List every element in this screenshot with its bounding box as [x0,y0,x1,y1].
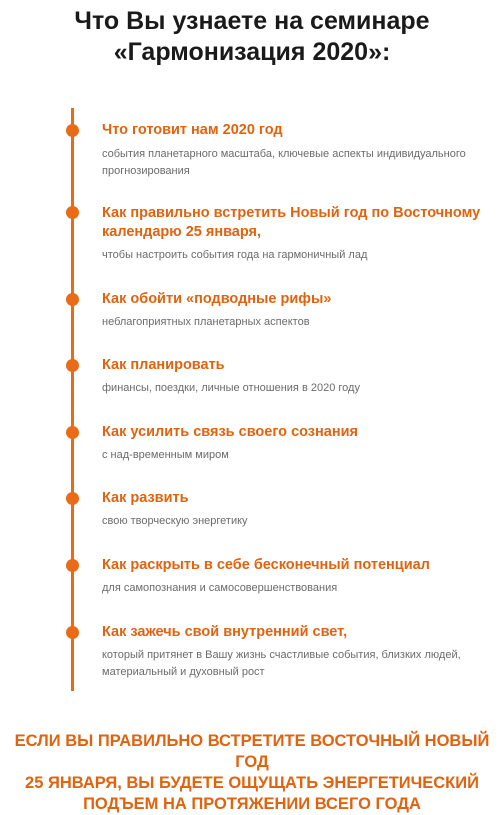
timeline-dot-icon [66,124,79,137]
footer-line-2: 25 ЯНВАРЯ, ВЫ БУДЕТЕ ОЩУЩАТЬ ЭНЕРГЕТИЧЕСКИЙ [25,774,479,792]
timeline-dot-icon [66,492,79,505]
timeline-dot-icon [66,359,79,372]
item-title: Как развить [102,490,189,506]
page-title-line-1: Что Вы узнаете на семинаре [74,7,430,35]
item-description: свою творческую энергетику [102,515,248,527]
item-description: с над-временным миром [102,449,229,461]
item-description: неблагоприятных планетарных аспектов [102,316,310,328]
item-title: Как зажечь свой внутренний свет, [102,624,348,640]
footer-line-1: ЕСЛИ ВЫ ПРАВИЛЬНО ВСТРЕТИТЕ ВОСТОЧНЫЙ НОВЫЙ ГОД [14,732,490,771]
item-description: чтобы настроить события года на гармоничный лад [102,249,368,261]
item-description: для самопознания и самосовершенствования [102,582,338,594]
timeline-dot-icon [66,293,79,306]
page-title-line-2: «Гармонизация 2020»: [113,38,391,66]
item-title: Как правильно встретить Новый год по Восточному календарю 25 января, [102,205,481,240]
item-description: события планетарного масштаба, ключевые аспекты индивидуального прогнозирования [102,148,466,177]
timeline-dot-icon [66,559,79,572]
item-title: Как усилить связь своего сознания [102,424,358,440]
item-title: Как обойти «подводные рифы» [102,291,332,307]
item-title: Как раскрыть в себе бесконечный потенциал [102,557,430,573]
footer-call-to-action [0,731,504,815]
item-title: Что готовит нам 2020 год [102,122,283,138]
timeline-line [71,108,74,691]
timeline-dot-icon [66,626,79,639]
item-description: финансы, поездки, личные отношения в 2020 году [102,382,360,394]
item-description: который притянет в Вашу жизнь счастливые события, близких людей, материальный и духовный рост [102,649,461,678]
timeline-dot-icon [66,426,79,439]
item-title: Как планировать [102,357,225,373]
timeline-dot-icon [66,206,79,219]
footer-line-3: ПОДЪЕМ НА ПРОТЯЖЕНИИ ВСЕГО ГОДА [83,795,421,813]
